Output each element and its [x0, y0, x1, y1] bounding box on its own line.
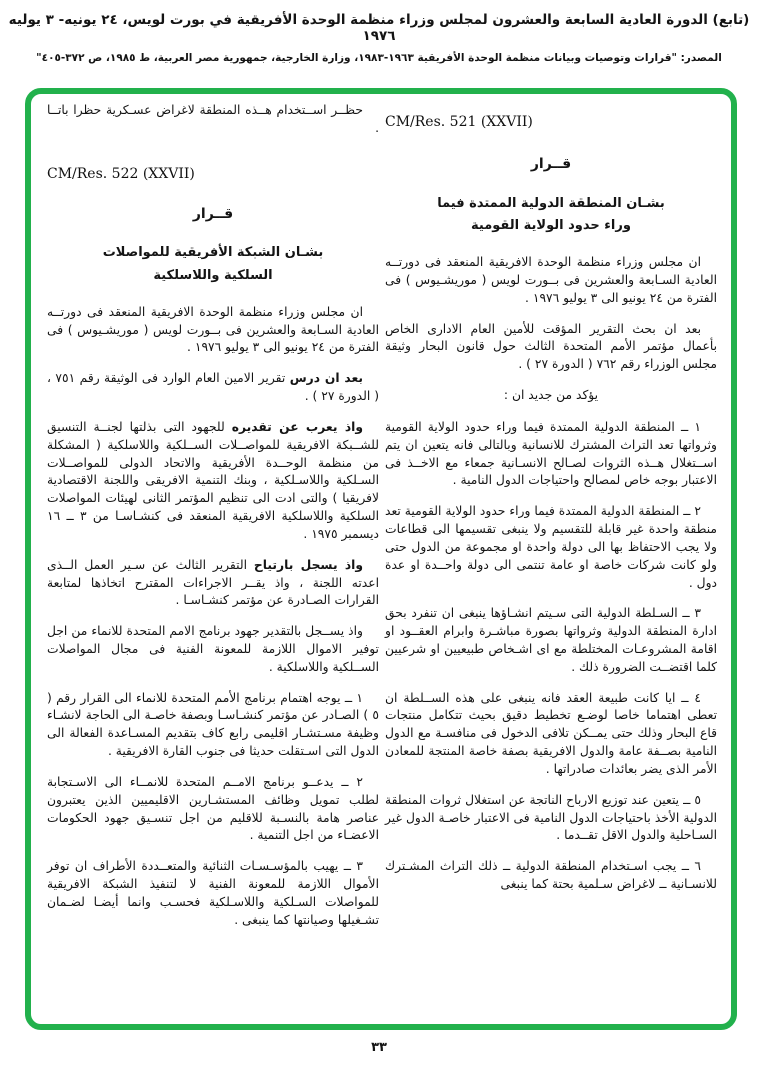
resolution-521-continuation: حظــر اســتخدام هــذه المنطقة لاغراض عسـكرية حظرا باتــا .	[47, 103, 379, 135]
resolution-521-item-5: ٥ ــ يتعين عند توزيع الارباح الناتجة عن استغلال ثروات المنطقة الدولية الأخذ باحتياجات الدول النامية فى الاعتبار خاصـة الدول غير السـاحلية والدول الاقل تقــدما .	[385, 792, 717, 843]
resolution-521-title-line1: بشـان المنطقة الدولية الممتدة فيما	[437, 195, 665, 211]
resolution-521-item-2: ٢ ــ المنطقة الدولية الممتدة فيما وراء حدود الولاية القومية تعد منطقة واحدة غير قابلة للتقسيم ولا ينبغى تقسيمها الى قطاعات ولا يجب الاحتفاظ بها الى دولة واحدة او مجموعة من الدول حتى ولو كانت شركات خاصة او عامة تنتمى الى دولة واحــدة او عدة دول .	[385, 504, 717, 590]
resolution-522-preamble-5	[47, 623, 379, 676]
paragraph-text: واذ يســجل بالتقدير جهود برنامج الامم المتحدة للانماء من اجل توفير الاموال اللازمة للمعونة الفنية فى مجال المواصلات الســلكية واللاسلكية .	[47, 624, 379, 674]
paragraph-text: ان مجلس وزراء منظمة الوحدة الافريقية المنعقد فى دورتــه العادية السـابعة والعشرين فى بــورت لويس ( موريشـيوس ) فى الفترة من ٢٤ يونيو الى ٣ يوليو ١٩٧٦ .	[47, 304, 379, 355]
resolution-522-preamble-4	[47, 557, 379, 610]
resolution-521-title	[385, 193, 717, 239]
resolution-522-item-3: ٣ ــ يهيب بالمؤسـسـات الثنائية والمتعــددة الأطراف ان توفر الأموال اللازمة للمعونة الفنية لا لتنفيذ الشبكة الافريقية للمواصلات السـلكية واللاسـلكية فحسـب وانما أيضـا لضـمان تشـغيلها وصيانتها كما ينبغى .	[47, 859, 379, 927]
resolution-521-item-6: ٦ ــ يجب اسـتخدام المنطقة الدولية ــ ذلك التراث المشـترك للانسـانية ــ لاغراض سـلمية بحتة كما ينبغى	[385, 859, 717, 892]
column-resolution-522	[47, 102, 379, 942]
resolution-522-title	[47, 242, 379, 288]
paragraph-text: تقرير الامين العام الوارد فى الوثيقة رقم ٧٥١ ، ( الدورة ٢٧ ) .	[47, 371, 379, 404]
paragraph-lead: بعد ان درس	[289, 371, 363, 386]
resolution-521-preamble-2	[385, 321, 717, 374]
page-header	[0, 12, 758, 64]
resolution-522-heading: قــرار	[192, 205, 234, 222]
column-resolution-521	[385, 106, 717, 906]
resolution-522-preamble-1	[47, 304, 379, 357]
paragraph-text: التقرير الثالث عن سـير العمل الــذى اعدته اللجنة ، واذ يقــر الاجراءات المقترح اتخاذها لمتابعة القرارات الصـادرة عن مؤتمر كنشـاسـا .	[47, 557, 379, 608]
header-session-title: (تابع) الدورة العادية السابعة والعشرون لمجلس وزراء منظمة الوحدة الأفريقية في بورت لويس، ٢٤ يونيه- ٣ يوليه ١٩٧٦	[8, 12, 750, 44]
resolution-521-heading: قــرار	[530, 156, 572, 173]
resolution-522-item-1: ١ ــ يوجه اهتمام برنامج الأمم المتحدة للانماء الى القرار رقم ( ٥ ) الصـادر عن مؤتمر كنشـاسـا وبصفة خاصـة الى الحاجة لانشـاء وظيفة مسـتشـار اقليمى رابع كاف بتقديم المسـاعدة الفعالة الى الدول التى اسـتقلت حديثا فى جنوب القارة الافريقية .	[47, 690, 379, 759]
resolution-522-title-line2: السلكية واللاسلكية	[153, 268, 273, 283]
paragraph-lead: واذ يسجل بارتياح	[253, 557, 363, 572]
resolution-521-item-4: ٤ ــ ايا كانت طبيعة العقد فانه ينبغى على هذه الســلطة ان تعطى اهتماما خاصا لوضـع تخطيط دقيق بحيث تتكامل منتجات قاع البحار وذلك حتى يمــكن تلافى الدخول فى منافسـة مع الدول النامية بصــفة عامة والدول الافريقية بصفة خاصة المنتجة للمعادن الأمر الذى يضر بعائدات صادراتها .	[385, 690, 717, 776]
paragraph-text: للجهود التى بذلتها لجنــة التنسيق للشــبكة الافريقية للمواصــلات الســلكية واللاسلكية ( المشكلة من منظمة الوحــدة الأفريقية والاتحاد الدولى للمواصــلات السـلكية واللاسـلكية ، وبنك التنمية الافريقى واللجنة الاقتصادية لافريقيا ) والتى ادت الى تنظيم المؤتمر الثانى لهيئات المواصلات السلكية واللاسلكية الافريقية المنعقد فى كنشـاسـا من ٣ ــ ١٦ ديسمبر ١٩٧٥ .	[47, 419, 379, 541]
resolution-521-item-1: ١ ــ المنطقة الدولية الممتدة فيما وراء حدود الولاية القومية وثرواتها تعد التراث المشترك للانسانية وبالتالى فانه يتعين ان يتم اســتغلال هــذه الثروات لصـالح الانسـانية جمعاء مع الاخــذ فى الاعتبار بوجه خاص لمصالح واحتياجات الدول النامية .	[385, 419, 717, 488]
header-source-line: المصدر: "قرارات وتوصيات وبيانات منظمة الوحدة الأفريقية ١٩٦٣-١٩٨٣، وزارة الخارجية، جمهورية مصر العربية، ط ١٩٨٥، ص ٣٧٢-٤٠٥"	[36, 52, 722, 64]
resolution-521-title-line2: وراء حدود الولاية القومية	[471, 218, 631, 234]
green-frame	[25, 88, 737, 1030]
resolution-521-code: CM/Res. 521 (XXVII)	[385, 114, 533, 130]
page-number: ٣٣	[371, 1040, 387, 1055]
resolution-521-affirm-line: يؤكد من جديد ان :	[503, 388, 599, 403]
resolution-522-code: CM/Res. 522 (XXVII)	[47, 165, 195, 182]
resolution-522-preamble-3	[47, 419, 379, 544]
resolution-521-preamble-1	[385, 254, 717, 307]
paragraph-text: ان مجلس وزراء منظمة الوحدة الافريقية المنعقد فى دورتــه العادية السـابعة والعشرين فى بــورت لويس ( موريشـيوس ) فى الفترة من ٢٤ يونيو الى ٣ يوليو ١٩٧٦ .	[385, 255, 717, 305]
paragraph-text: بعد ان بحث التقرير المؤقت للأمين العام الادارى الخاص بأعمال مؤتمر الأمم المتحدة الثالث حول قانون البحار وثيقة مجلس الوزراء رقم ٧٦٢ ( الدورة ٢٧ ) .	[385, 321, 717, 372]
resolution-521-item-3: ٣ ــ السـلطة الدولية التى سـيتم انشـاؤها ينبغى ان تنفرد بحق ادارة المنطقة الدولية وثرواتها بصورة مباشـرة وابرام العقــود او اقامة المشروعـات المختلطة مع اى اشـخاص طبيعيين او شرعيين كلما اقتضــت الضرورة ذلك .	[385, 606, 717, 674]
resolution-522-preamble-2	[47, 370, 379, 406]
paragraph-lead: واذ يعرب عن تقديره	[231, 419, 364, 434]
resolution-522-item-2: ٢ ــ يدعــو برنامج الامــم المتحدة للانمــاء الى الاسـتجابة لطلب تمويل وظائف المستشـارين الاقليميين الذين يعتبرون عناصر هامة بالنسـبة للاقليم من اجل تنسـيق جهود الحكومات الاعضـاء من اجل التنمية .	[47, 774, 379, 843]
resolution-522-title-line1: بشـان الشبكة الأفريقية للمواصلات	[102, 245, 324, 261]
